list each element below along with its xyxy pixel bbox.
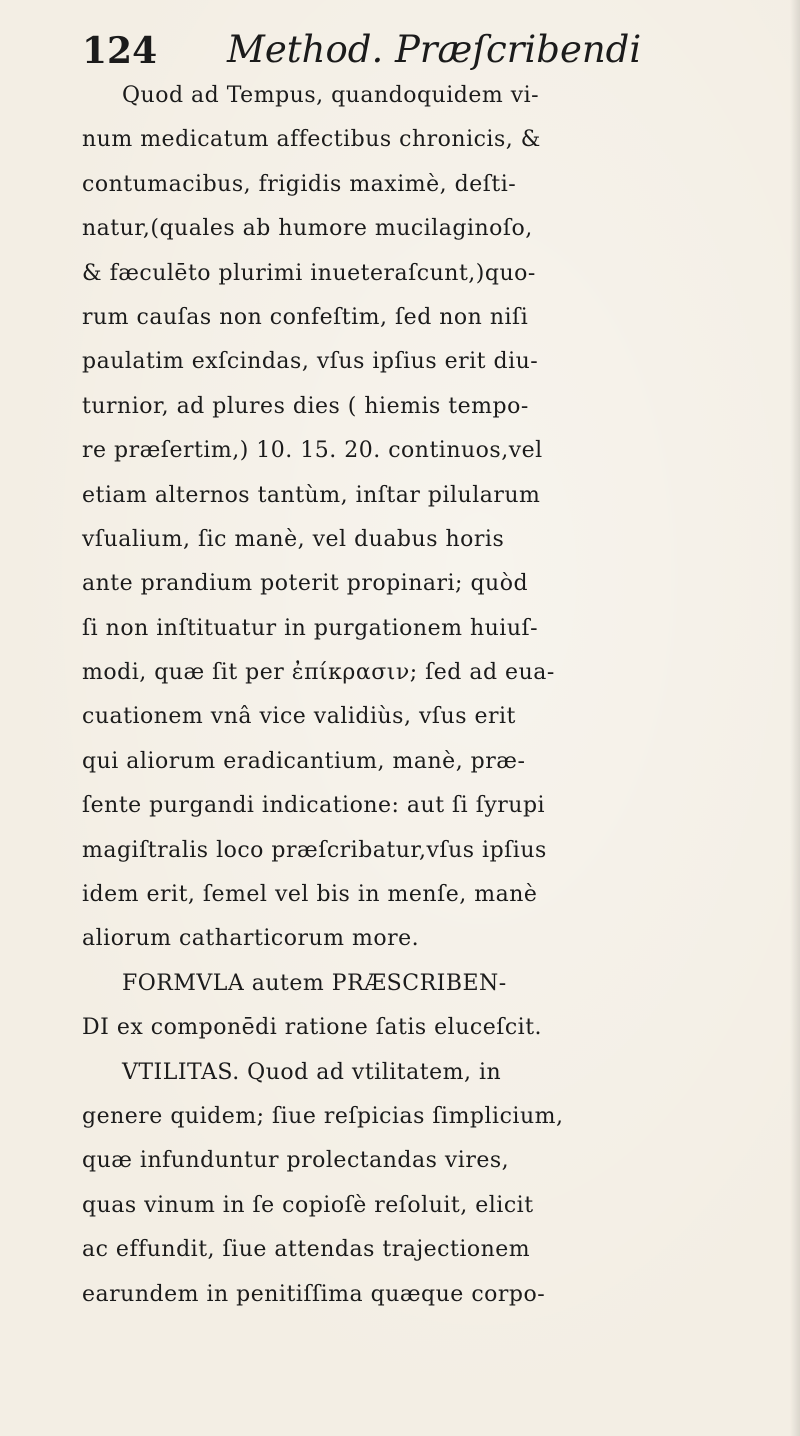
text-line: idem erit, ſemel vel bis in menſe, manè (82, 882, 538, 908)
text-line: vſualium, ſic manè, vel duabus horis (82, 526, 505, 552)
text-line: rum cauſas non confeſtim, ſed non niſi (82, 304, 529, 330)
text-line: earundem in penitiſſima quæque corpo- (82, 1281, 546, 1307)
text-line: ac effundit, ſiue attendas trajectionem (82, 1237, 531, 1263)
text-line: quas vinum in ſe copioſè reſoluit, elicit (82, 1192, 534, 1218)
page-edge-shadow (790, 0, 800, 1436)
text-line: Quod ad Tempus, quandoquidem vi- (122, 83, 540, 108)
page-number: 124 (82, 30, 158, 72)
text-line: modi, quæ ſit per ἐπίκρασιν; ſed ad eua- (82, 660, 555, 686)
text-line: FORMVLA autem PRÆSCRIBEN- (122, 970, 507, 996)
text-line: ſi non inſtituatur in purgationem huiuſ- (82, 615, 539, 641)
text-line: & fæculēto plurimi inueteraſcunt,)quo- (82, 260, 536, 286)
text-line: aliorum catharticorum more. (82, 926, 420, 952)
text-line: cuationem vnâ vice validiùs, vſus erit (82, 704, 516, 730)
text-line: turnior, ad plures dies ( hiemis tempo- (82, 393, 529, 419)
body-text (82, 74, 792, 1317)
text-line: etiam alternos tantùm, inſtar pilularum (82, 482, 541, 508)
text-line: qui aliorum eradicantium, manè, præ- (82, 748, 526, 774)
text-line: quæ infunduntur prolectandas vires, (82, 1148, 510, 1174)
text-line: ſente purgandi indicatione: aut ſi ſyrupi (82, 793, 546, 819)
running-title: Method. Præſcribendi (227, 28, 642, 71)
text-line: num medicatum affectibus chronicis, & (82, 127, 541, 153)
text-line: VTILITAS. Quod ad vtilitatem, in (122, 1059, 502, 1085)
text-line: contumacibus, frigidis maximè, deſti- (82, 171, 517, 197)
text-line: magiſtralis loco præſcribatur,vſus ipſius (82, 837, 547, 863)
text-line: paulatim exſcindas, vſus ipſius erit diu- (82, 349, 539, 375)
text-line: DI ex componēdi ratione ſatis eluceſcit. (82, 1015, 543, 1041)
text-line: natur,(quales ab humore mucilaginoſo, (82, 216, 533, 242)
text-line: genere quidem; ſiue reſpicias ſimplicium, (82, 1103, 564, 1129)
text-line: ante prandium poterit propinari; quòd (82, 571, 529, 597)
text-line: re præſertim,) 10. 15. 20. continuos,vel (82, 438, 543, 464)
